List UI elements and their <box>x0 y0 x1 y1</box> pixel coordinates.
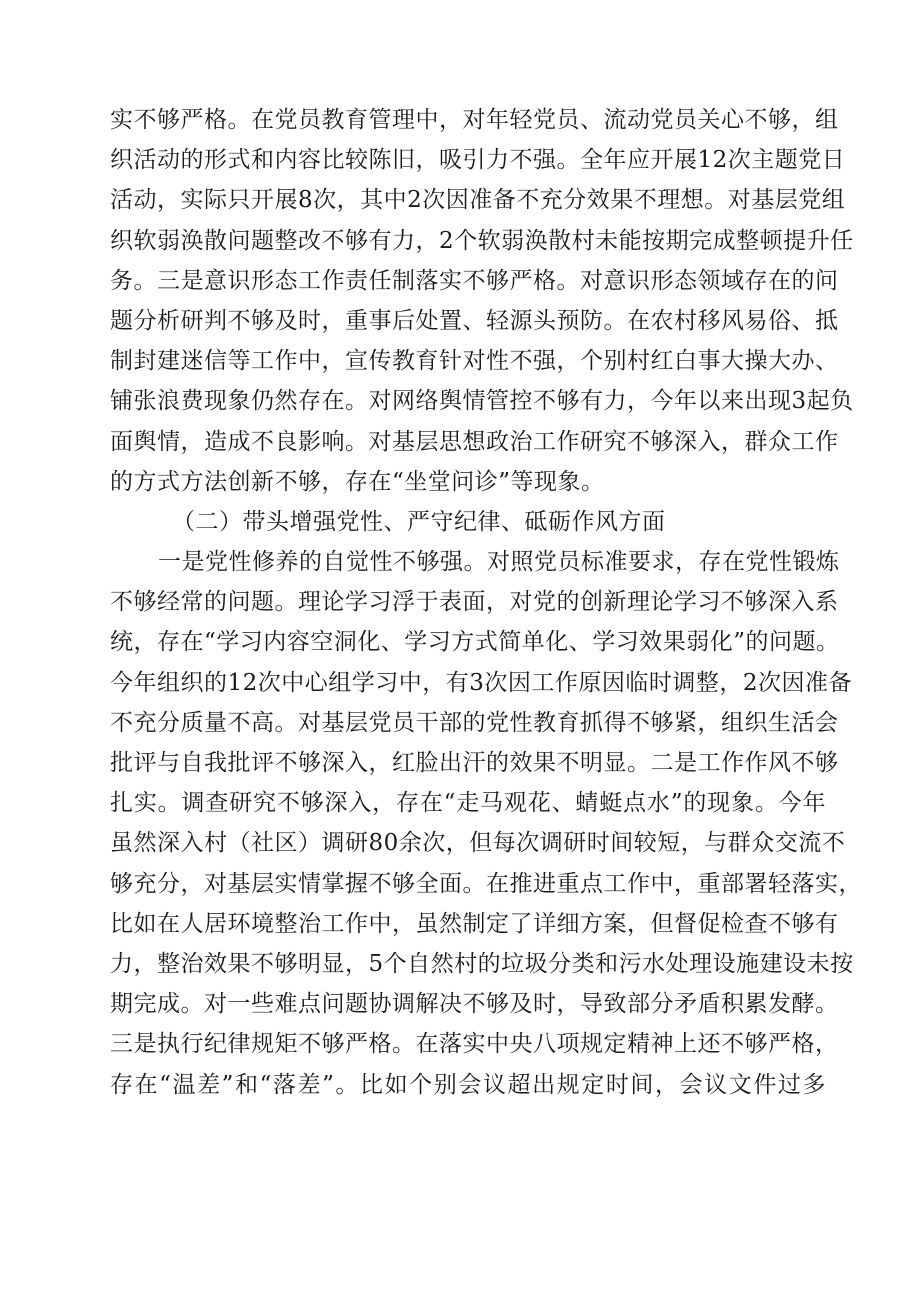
paragraph-1-line: 题分析研判不够及时，重事后处置、轻源头预防。在农村移风易俗、抵 <box>110 307 839 334</box>
paragraph-1-line: 务。三是意识形态工作责任制落实不够严格。对意识形态领域存在的问 <box>110 267 839 294</box>
paragraph-1-line: 铺张浪费现象仍然存在。对网络舆情管控不够有力，今年以来出现3起负 <box>110 388 854 415</box>
paragraph-2-line: 三是执行纪律规矩不够严格。在落实中央八项规定精神上还不够严格， <box>110 1031 839 1058</box>
paragraph-2-line: 一是党性修养的自觉性不够强。对照党员标准要求，存在党性锻炼 <box>158 549 840 576</box>
paragraph-2-line: 力，整治效果不够明显，5个自然村的垃圾分类和污水处理设施建设未按 <box>110 950 854 977</box>
paragraph-2-line: 虽然深入村（社区）调研80余次，但每次调研时间较短，与群众交流不 <box>110 830 846 857</box>
paragraph-1-line: 制封建迷信等工作中，宣传教育针对性不强，个别村红白事大操大办、 <box>110 348 839 375</box>
document-body <box>110 100 862 1105</box>
paragraph-2-line: 不充分质量不高。对基层党员干部的党性教育抓得不够紧，组织生活会 <box>110 709 839 736</box>
paragraph-2-line: 比如在人居环境整治工作中，虽然制定了详细方案，但督促检查不够有 <box>110 910 839 937</box>
paragraph-1-line: 实不够严格。在党员教育管理中，对年轻党员、流动党员关心不够，组 <box>110 107 839 133</box>
paragraph-2-line: 期完成。对一些难点问题协调解决不够及时，导致部分矛盾积累发酵。 <box>110 991 839 1018</box>
paragraph-2-line: 统，存在“学习内容空洞化、学习方式简单化、学习效果弱化”的问题。 <box>110 629 840 656</box>
paragraph-2-line: 今年组织的12次中心组学习中，有3次因工作原因临时调整，2次因准备 <box>110 669 853 696</box>
paragraph-1-line: 活动，实际只开展8次，其中2次因准备不充分效果不理想。对基层党组 <box>110 187 846 214</box>
paragraph-2-line: 扎实。调查研究不够深入，存在“走马观花、蜻蜓点水”的现象。今年 <box>110 790 826 817</box>
section-heading: （二）带头增强党性、严守纪律、砥砺作风方面 <box>172 508 666 535</box>
paragraph-1-line: 的方式方法创新不够，存在“坐堂问诊”等现象。 <box>110 468 605 495</box>
paragraph-2-line: 不够经常的问题。理论学习浮于表面，对党的创新理论学习不够深入系 <box>110 589 839 616</box>
paragraph-2-line: 批评与自我批评不够深入，红脸出汗的效果不明显。二是工作作风不够 <box>110 750 839 776</box>
paragraph-2-line: 够充分，对基层实情掌握不够全面。在推进重点工作中，重部署轻落实， <box>110 870 862 897</box>
paragraph-1-line: 织软弱涣散问题整改不够有力，2个软弱涣散村未能按期完成整顿提升任 <box>110 227 854 254</box>
paragraph-2-line: 存在“温差”和“落差”。比如个别会议超出规定时间，会议文件过多 <box>110 1071 826 1098</box>
paragraph-1-line: 面舆情，造成不良影响。对基层思想政治工作研究不够深入，群众工作 <box>110 428 839 455</box>
paragraph-1-line: 织活动的形式和内容比较陈旧，吸引力不强。全年应开展12次主题党日 <box>110 147 846 174</box>
